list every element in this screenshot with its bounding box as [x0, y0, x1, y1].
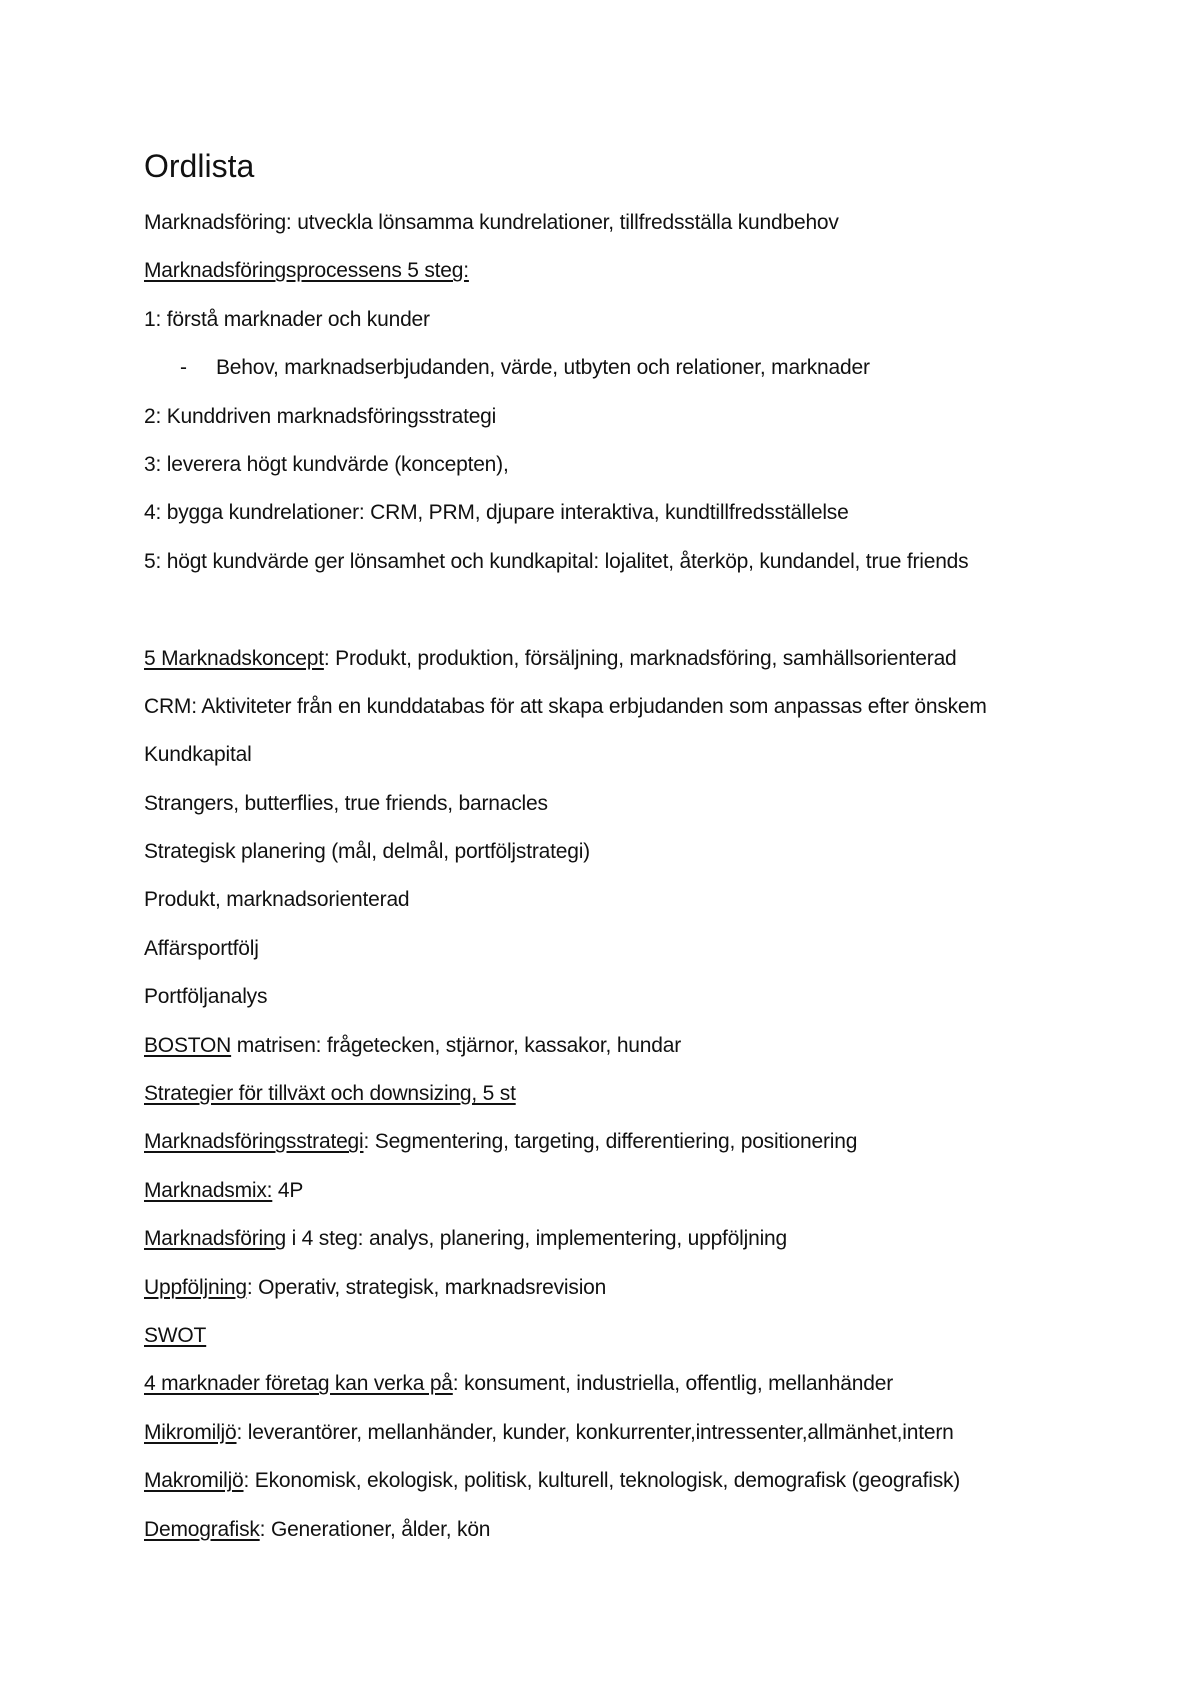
- page-title: Ordlista: [144, 148, 255, 184]
- glossary-line-marknadsforing-steg: [144, 1222, 1144, 1270]
- glossary-heading-process-steps: [144, 254, 1144, 302]
- line-text: 2: Kunddriven marknadsföringsstrategi: [144, 404, 497, 428]
- line-text: 5: högt kundvärde ger lönsamhet och kundkapital: lojalitet, återköp, kundandel, true friends: [144, 549, 969, 573]
- blank-line: [144, 593, 1144, 641]
- glossary-line-demografisk: [144, 1513, 1144, 1561]
- glossary-line-customer-types: [144, 787, 1144, 835]
- underlined-term: Marknadsföringsstrategi: [144, 1130, 364, 1154]
- glossary-line-step-2: [144, 400, 1144, 448]
- underlined-term: Marknadsmix:: [144, 1178, 273, 1202]
- underlined-term: 5 Marknadskoncept: [144, 646, 324, 670]
- glossary-line-marknadsforing: [144, 206, 1144, 254]
- glossary-line-swot: [144, 1319, 1144, 1367]
- underlined-term: Makromiljö: [144, 1469, 244, 1493]
- glossary-line-produkt: [144, 883, 1144, 931]
- glossary-line-strategisk-planering: [144, 835, 1144, 883]
- underlined-term: SWOT: [144, 1323, 207, 1347]
- glossary-line-portfoljanalys: [144, 980, 1144, 1028]
- glossary-line-mikromiljo: [144, 1416, 1144, 1464]
- line-text: : leverantörer, mellanhänder, kunder, konkurrenter,intressenter,allmänhet,intern: [236, 1420, 954, 1444]
- line-text: CRM: Aktiviteter från en kunddatabas för att skapa erbjudanden som anpassas efter önskem: [144, 694, 987, 718]
- line-text: 4P: [272, 1178, 304, 1202]
- glossary-line-4-marknader: [144, 1367, 1144, 1415]
- line-text: Kundkapital: [144, 743, 252, 767]
- underlined-term: Uppföljning: [144, 1275, 247, 1299]
- line-text: Affärsportfölj: [144, 936, 259, 960]
- glossary-line-makromiljo: [144, 1464, 1144, 1512]
- line-text: : konsument, industriella, offentlig, mellanhänder: [452, 1372, 893, 1396]
- glossary-bullet-item: [144, 351, 1144, 399]
- glossary-line-strategier: [144, 1077, 1144, 1125]
- line-text: : Ekonomisk, ekologisk, politisk, kulturell, teknologisk, demografisk (geografisk): [243, 1469, 961, 1493]
- line-text: Portföljanalys: [144, 985, 268, 1009]
- line-text: 3: leverera högt kundvärde (koncepten),: [144, 452, 509, 476]
- line-text: matrisen: frågetecken, stjärnor, kassakor, hundar: [231, 1033, 682, 1057]
- glossary-list: [144, 206, 1144, 1561]
- line-text: Produkt, marknadsorienterad: [144, 888, 410, 912]
- line-text: 4: bygga kundrelationer: CRM, PRM, djupare interaktiva, kundtillfredsställelse: [144, 501, 849, 525]
- glossary-line-kundkapital: [144, 738, 1144, 786]
- glossary-line-step-3: [144, 448, 1144, 496]
- glossary-line-step-5: [144, 545, 1144, 593]
- line-text: Behov, marknadserbjudanden, värde, utbyten och relationer, marknader: [216, 356, 870, 380]
- glossary-line-step-1: [144, 303, 1144, 351]
- line-text: : Operativ, strategisk, marknadsrevision: [246, 1275, 607, 1299]
- line-text: Strategisk planering (mål, delmål, portföljstrategi): [144, 840, 590, 864]
- line-text: : Produkt, produktion, försäljning, marknadsföring, samhällsorienterad: [323, 646, 957, 670]
- glossary-line-marknadsforingsstrategi: [144, 1125, 1144, 1173]
- glossary-line-step-4: [144, 496, 1144, 544]
- glossary-line-marknadskoncept: [144, 642, 1144, 690]
- underlined-term: Strategier för tillväxt och downsizing, 5 st: [144, 1082, 516, 1106]
- underlined-term: Marknadsföring: [144, 1227, 286, 1251]
- bullet-dash: -: [180, 356, 187, 380]
- line-text: : Segmentering, targeting, differentiering, positionering: [363, 1130, 858, 1154]
- line-text: Strangers, butterflies, true friends, barnacles: [144, 791, 548, 815]
- underlined-term: Demografisk: [144, 1517, 260, 1541]
- glossary-line-affarsportfolj: [144, 932, 1144, 980]
- line-text: : Generationer, ålder, kön: [259, 1517, 491, 1541]
- line-text: Marknadsföring: utveckla lönsamma kundrelationer, tillfredsställa kundbehov: [144, 211, 839, 234]
- glossary-line-marknadsmix: [144, 1174, 1144, 1222]
- underlined-term: Mikromiljö: [144, 1420, 237, 1444]
- glossary-line-uppfoljning: [144, 1271, 1144, 1319]
- underlined-term: BOSTON: [144, 1033, 232, 1057]
- glossary-line-boston: [144, 1029, 1144, 1077]
- line-text: 1: förstå marknader och kunder: [144, 307, 430, 331]
- glossary-line-crm: [144, 690, 1144, 738]
- underlined-term: Marknadsföringsprocessens 5 steg:: [144, 259, 469, 283]
- underlined-term: 4 marknader företag kan verka på: [144, 1372, 453, 1396]
- line-text: i 4 steg: analys, planering, implementering, uppföljning: [285, 1227, 788, 1251]
